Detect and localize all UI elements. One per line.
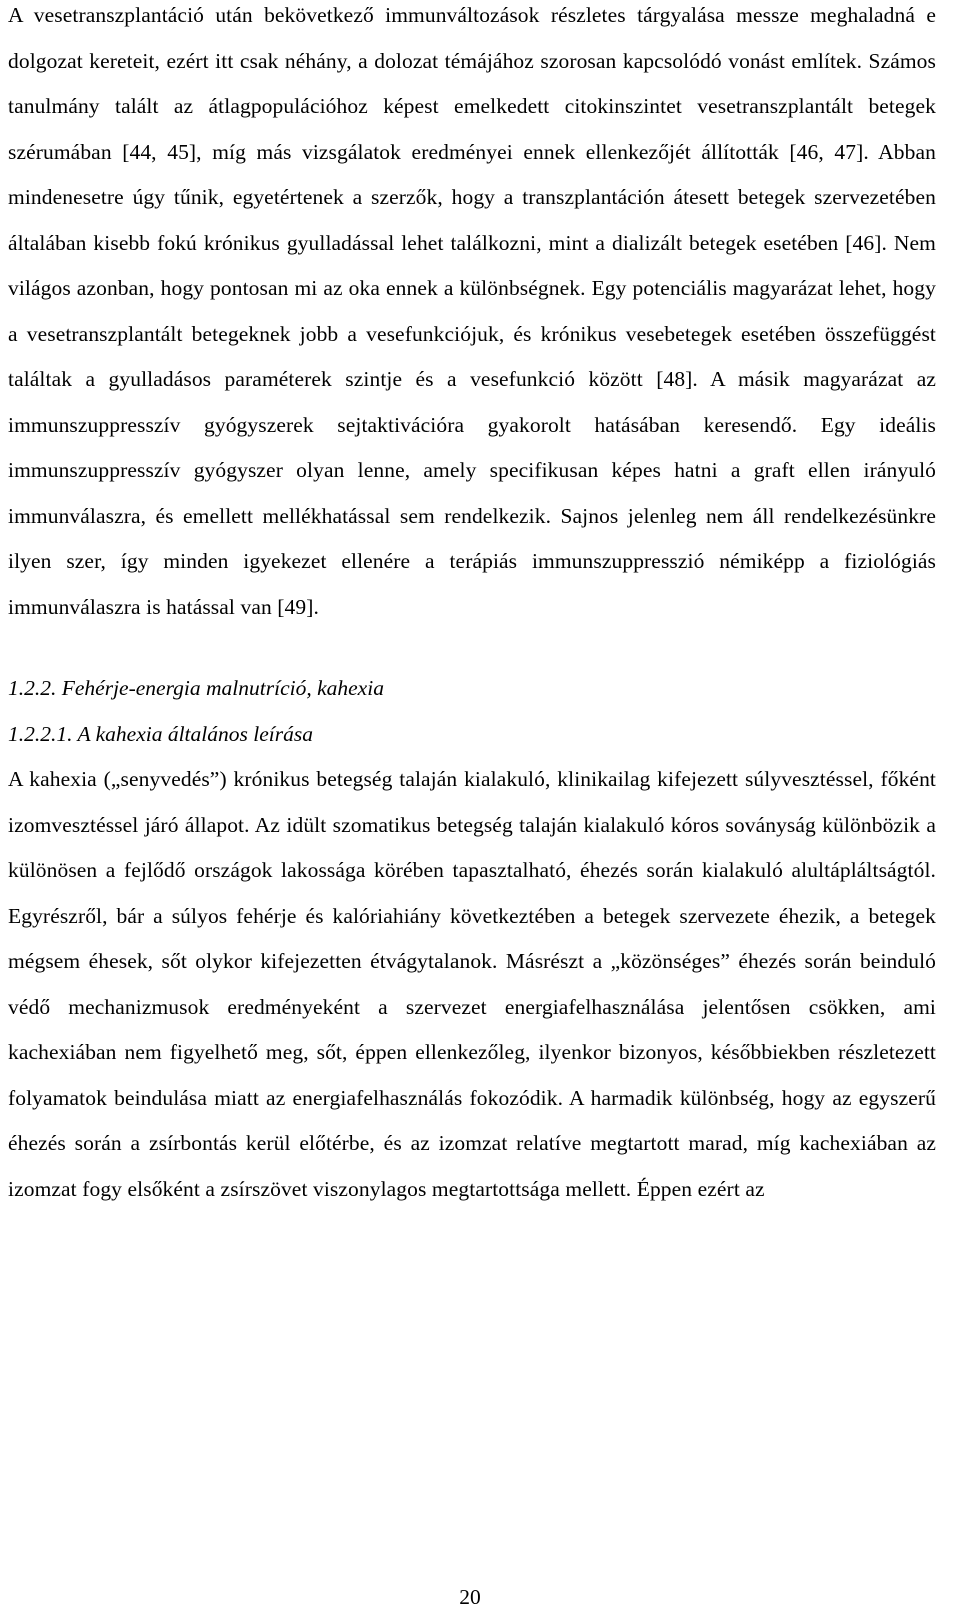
page-number: 20 bbox=[459, 1585, 481, 1609]
section-heading: 1.2.2. Fehérje-energia malnutríció, kahexia bbox=[8, 676, 384, 700]
subsection-heading: 1.2.2.1. A kahexia általános leírása bbox=[8, 721, 313, 746]
body-paragraph: A kahexia („senyvedés”) krónikus betegség talaján kialakuló, klinikailag kifejezett súlyvesztéssel, főként izomvesztéssel járó állapot. Az idült szomatikus betegség talaján kialakuló kóros soványság különbözik a különösen a fejlődő országok lakossága körében tapasztalható, éhezés során kialakuló alultápláltságtól. Egyrészről, bár a súlyos fehérje és kalóriahiány következtében a betegek szervezete éhezik, a betegek mégsem éhesek, sőt olykor kifejezetten étvágytalanok. Másrészt a „közönséges” éhezés során beinduló védő mechanizmusok eredményeként a szervezet energiafelhasználása jelentősen csökken, ami kachexiában nem figyelhető meg, sőt, éppen ellenkezőleg, ilyenkor bizonyos, későbbiekben részletezett folyamatok beindulása miatt az energiafelhasználás fokozódik. A harmadik különbség, hogy az egyszerű éhezés során a zsírbontás kerül előtérbe, és az izomzat relatíve megtartott marad, míg kachexiában az izomzat fogy elsőként a zsírszövet viszonylagos megtartottsága mellett. Éppen ezért az bbox=[8, 767, 936, 1201]
body-paragraph: A vesetranszplantáció után bekövetkező immunváltozások részletes tárgyalása messze meghaladná e dolgozat kereteit, ezért itt csak néhány, a dolozat témájához szorosan kapcsolódó vonást említek. Számos tanulmány talált az átlagpopulációhoz képest emelkedett citokinszintet vesetranszplantált betegek szérumában [44, 45], míg más vizsgálatok eredményei ennek ellenkezőjét állították [46, 47]. Abban mindenesetre úgy tűnik, egyetértenek a szerzők, hogy a transzplantáción átesett betegek szervezetében általában kisebb fokú krónikus gyulladással lehet találkozni, mint a dializált betegek esetében [46]. Nem világos azonban, hogy pontosan mi az oka ennek a különbségnek. Egy potenciális magyarázat lehet, hogy a vesetranszplantált betegeknek jobb a vesefunkciójuk, és krónikus vesebetegek esetében összefüggést találtak a gyulladásos paraméterek szintje és a vesefunkció között [48]. A másik magyarázat az immunszuppresszív gyógyszerek sejtaktivációra gyakorolt hatásában keresendő. Egy ideális immunszuppresszív gyógyszer olyan lenne, amely specifikusan képes hatni a graft ellen irányuló immunválaszra, és emellett mellékhatással sem rendelkezik. Sajnos jelenleg nem áll rendelkezésünkre ilyen szer, így minden igyekezet ellenére a terápiás immunszuppresszió némiképp a fiziológiás immunválaszra is hatással van [49]. bbox=[8, 3, 936, 619]
document-page bbox=[8, 0, 936, 1212]
